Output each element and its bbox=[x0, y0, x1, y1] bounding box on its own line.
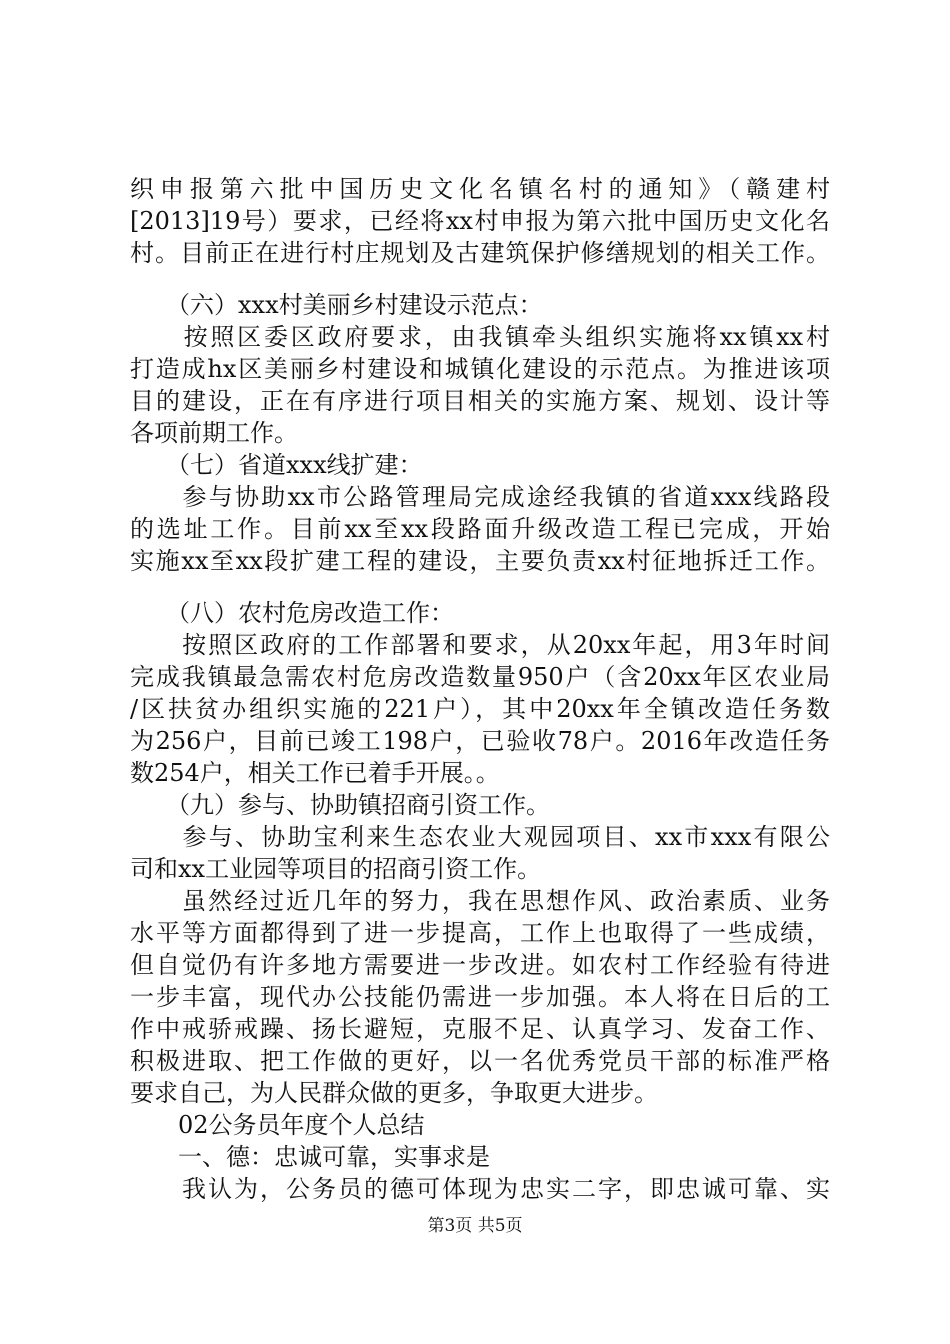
section-heading-6: （六）xxx村美丽乡村建设示范点： bbox=[130, 291, 543, 319]
text-line: 目的建设，正在有序进行项目相关的实施方案、规划、设计等 bbox=[130, 387, 830, 415]
text-line: 织申报第六批中国历史文化名镇名村的通知》（赣建村 bbox=[130, 175, 830, 203]
section-heading-virtue: 一、德：忠诚可靠，实事求是 bbox=[130, 1143, 490, 1171]
section-title: 02公务员年度个人总结 bbox=[130, 1111, 425, 1139]
text-line: 我认为，公务员的德可体现为忠实二字，即忠诚可靠、实 bbox=[130, 1175, 830, 1203]
section-heading-9: （九）参与、协助镇招商引资工作。 bbox=[130, 791, 550, 819]
text-line: 积极进取、把工作做的更好，以一名优秀党员干部的标准严格 bbox=[130, 1047, 830, 1075]
paragraph-gap bbox=[130, 577, 830, 597]
section-heading-8: （八）农村危房改造工作： bbox=[130, 599, 454, 627]
text-line: 完成我镇最急需农村危房改造数量950户（含20xx年区农业局 bbox=[130, 663, 830, 691]
text-line: 按照区政府的工作部署和要求，从20xx年起，用3年时间 bbox=[130, 631, 830, 659]
text-line: 实施xx至xx段扩建工程的建设，主要负责xx村征地拆迁工作。 bbox=[130, 547, 830, 575]
text-line: 司和xx工业园等项目的招商引资工作。 bbox=[130, 855, 542, 883]
text-line: 的选址工作。目前xx至xx段路面升级改造工程已完成，开始 bbox=[130, 515, 830, 543]
text-line: 水平等方面都得到了进一步提高，工作上也取得了一些成绩， bbox=[130, 919, 830, 947]
text-line: 各项前期工作。 bbox=[130, 419, 298, 447]
text-line: [2013]19号）要求，已经将xx村申报为第六批中国历史文化名 bbox=[130, 207, 830, 235]
text-line: /区扶贫办组织实施的221户），其中20xx年全镇改造任务数 bbox=[130, 695, 830, 723]
text-line: 参与、协助宝利来生态农业大观园项目、xx市xxx有限公 bbox=[130, 823, 830, 851]
paragraph-gap bbox=[130, 269, 830, 289]
text-line: 数254户，相关工作已着手开展。。 bbox=[130, 759, 500, 787]
text-line: 参与协助xx市公路管理局完成途经我镇的省道xxx线路段 bbox=[130, 483, 830, 511]
text-line: 按照区委区政府要求，由我镇牵头组织实施将xx镇xx村 bbox=[130, 323, 830, 351]
text-line: 一步丰富，现代办公技能仍需进一步加强。本人将在日后的工 bbox=[130, 983, 830, 1011]
section-heading-7: （七）省道xxx线扩建： bbox=[130, 451, 423, 479]
text-line: 但自觉仍有许多地方需要进一步改进。如农村工作经验有待进 bbox=[130, 951, 830, 979]
text-line: 作中戒骄戒躁、扬长避短，克服不足、认真学习、发奋工作、 bbox=[130, 1015, 830, 1043]
page-footer: 第3页 共5页 bbox=[427, 1216, 523, 1236]
document-body bbox=[130, 173, 830, 1205]
text-line: 虽然经过近几年的努力，我在思想作风、政治素质、业务 bbox=[130, 887, 830, 915]
text-line: 打造成hx区美丽乡村建设和城镇化建设的示范点。为推进该项 bbox=[130, 355, 830, 383]
text-line: 为256户，目前已竣工198户，已验收78户。2016年改造任务 bbox=[130, 727, 830, 755]
text-line: 要求自己，为人民群众做的更多，争取更大进步。 bbox=[130, 1079, 658, 1107]
text-line: 村。目前正在进行村庄规划及古建筑保护修缮规划的相关工作。 bbox=[130, 239, 830, 267]
